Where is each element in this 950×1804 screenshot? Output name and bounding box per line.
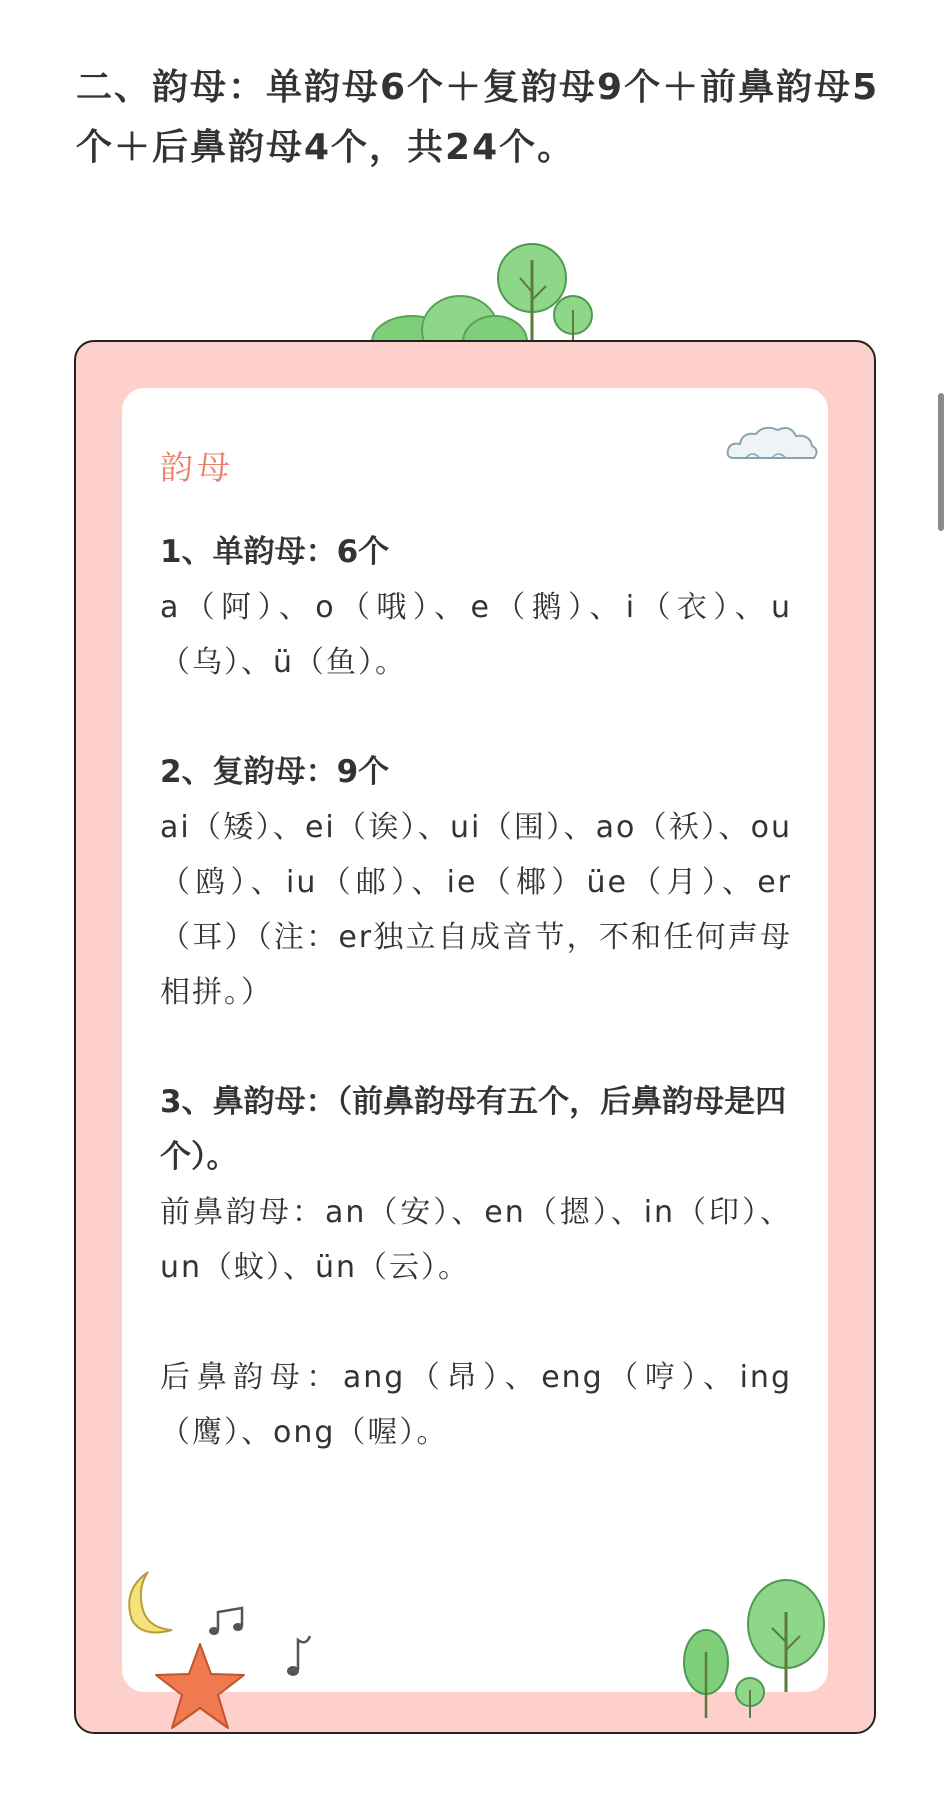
section1-heading: 1、单韵母：6个 — [160, 534, 390, 570]
section2-heading: 2、复韵母：9个 — [160, 754, 390, 790]
moon-icon — [118, 1568, 178, 1640]
trees-bottom-icon — [676, 1572, 836, 1722]
section-heading: 二、韵母：单韵母6个＋复韵母9个＋前鼻韵母5个＋后鼻韵母4个，共24个。 — [76, 67, 880, 168]
star-icon — [152, 1640, 248, 1732]
spacer — [160, 1295, 792, 1350]
spacer — [160, 1020, 792, 1075]
trees-top-icon — [360, 230, 620, 345]
scrollbar[interactable] — [938, 393, 944, 531]
card-title: 韵母 — [160, 448, 234, 487]
card-content — [160, 440, 792, 1460]
section2-body: ai（矮）、ei（诶）、ui（围）、ao（袄）、ou（鸥）、iu（邮）、ie（椰）üe（月）、er（耳）（注：er独立自成音节，不和任何声母相拼。） — [160, 810, 792, 1010]
section3-back: 后鼻韵母：ang（昂）、eng（哼）、ing（鹰）、ong（喔）。 — [160, 1360, 792, 1450]
section1-body: a（阿）、o（哦）、e（鹅）、i（衣）、u（乌）、ü（鱼）。 — [160, 590, 792, 680]
section3-front: 前鼻韵母：an（安）、en（摁）、in（印）、un（蚊）、ün（云）。 — [160, 1195, 792, 1285]
spacer — [160, 690, 792, 745]
section3-heading: 3、鼻韵母：（前鼻韵母有五个，后鼻韵母是四个）。 — [160, 1084, 787, 1175]
